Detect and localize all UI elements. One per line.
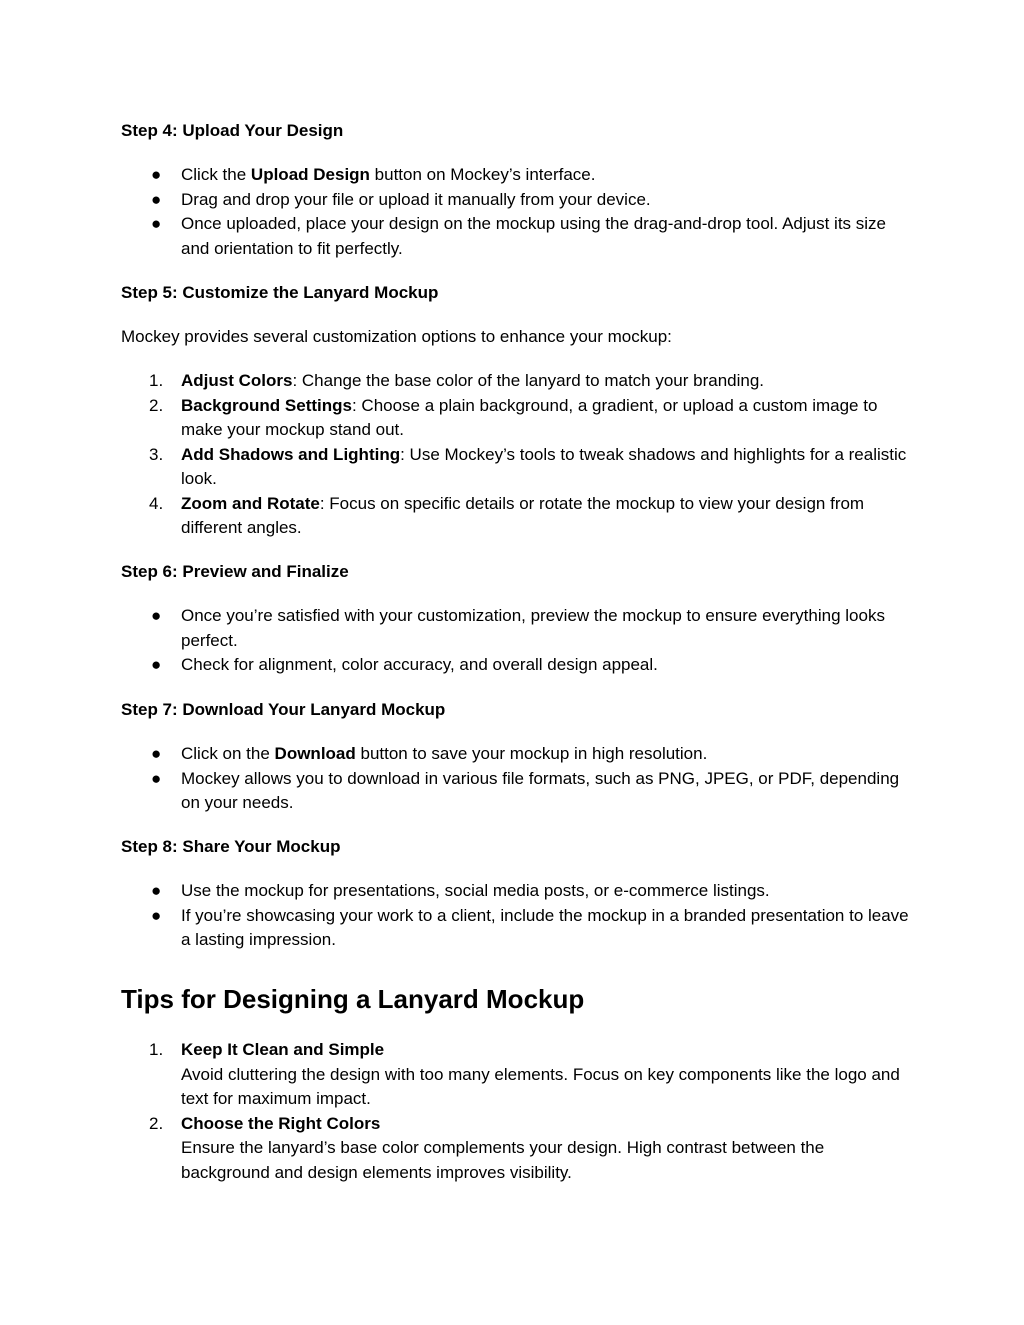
step7-section — [121, 698, 911, 722]
tips-list-wrap — [121, 1038, 911, 1185]
step6-bullet-list — [121, 604, 911, 678]
list-item: 1. Adjust Colors: Change the base color of the lanyard to match your branding. — [121, 369, 911, 394]
list-item — [121, 1038, 911, 1112]
bullet-marker: ● — [151, 189, 162, 209]
list-item: ● Once you’re satisfied with your customization, preview the mockup to ensure everything looks perfect. — [151, 606, 885, 650]
list-item: ● Click the Upload Design button on Mockey’s interface. — [121, 163, 911, 188]
step8-section — [121, 835, 911, 859]
step8-bullet-list — [121, 879, 911, 953]
step5-numbered-list — [121, 369, 911, 541]
step6-list-wrap — [121, 604, 911, 678]
bullet-marker: ● — [151, 165, 162, 184]
step7-bullet-list — [121, 742, 911, 816]
tips-numbered-list — [121, 1038, 911, 1185]
list-item — [121, 1112, 911, 1186]
list-number: 1. — [149, 371, 164, 390]
bullet-marker: ● — [151, 606, 162, 625]
list-item: ● Click on the Download button to save your mockup in high resolution. — [121, 742, 911, 767]
list-item: 2. Background Settings: Choose a plain background, a gradient, or upload a custom image to make your mockup stand out. — [149, 395, 878, 439]
bullet-marker: ● — [151, 881, 162, 900]
tip-title: Keep It Clean and Simple — [181, 1040, 385, 1059]
step4-bullet-list — [121, 163, 911, 261]
step4-section — [121, 119, 911, 143]
step8-list-wrap — [121, 879, 911, 953]
step5-heading: Step 5: Customize the Lanyard Mockup — [121, 283, 439, 302]
bullet-marker: ● — [151, 214, 162, 233]
list-item: ● If you’re showcasing your work to a client, include the mockup in a branded presentation to leave a lasting impression. — [151, 905, 909, 949]
list-item: ● Once uploaded, place your design on the mockup using the drag-and-drop tool. Adjust its size and orientation to fit perfectly. — [151, 214, 886, 258]
step5-intro-wrap — [121, 325, 911, 350]
tips-heading-wrap — [121, 983, 911, 1015]
list-number: 2. — [149, 395, 164, 415]
list-item: ● Mockey allows you to download in various file formats, such as PNG, JPEG, or PDF, depending on your needs. — [151, 768, 900, 812]
bullet-marker: ● — [151, 768, 162, 788]
step5-section — [121, 281, 911, 305]
list-item: ● Drag and drop your file or upload it manually from your device. — [121, 188, 911, 213]
list-item: ● Check for alignment, color accuracy, and overall design appeal. — [121, 653, 911, 678]
tips-heading: Tips for Designing a Lanyard Mockup — [121, 984, 585, 1014]
bullet-marker: ● — [151, 744, 162, 763]
step7-heading: Step 7: Download Your Lanyard Mockup — [121, 700, 446, 719]
list-item: 4. Zoom and Rotate: Focus on specific details or rotate the mockup to view your design from different angles. — [149, 493, 865, 537]
step6-section — [121, 560, 911, 584]
step8-heading: Step 8: Share Your Mockup — [121, 837, 341, 856]
list-item: ● Use the mockup for presentations, social media posts, or e-commerce listings. — [121, 879, 911, 904]
list-number: 2. — [149, 1113, 164, 1133]
step5-list-wrap — [121, 369, 911, 541]
list-number: 3. — [149, 444, 164, 464]
step6-heading: Step 6: Preview and Finalize — [121, 562, 349, 581]
list-number: 1. — [149, 1040, 164, 1059]
list-item: 3. Add Shadows and Lighting: Use Mockey’s tools to tweak shadows and highlights for a realistic look. — [149, 444, 907, 488]
tip-body: Avoid cluttering the design with too many elements. Focus on key components like the logo and text for maximum impact. — [181, 1064, 900, 1108]
tip-body: Ensure the lanyard’s base color complements your design. High contrast between the background and design elements improves visibility. — [181, 1138, 825, 1182]
list-number: 4. — [149, 493, 164, 513]
bullet-marker: ● — [151, 905, 162, 925]
step4-list-wrap — [121, 163, 911, 261]
step7-list-wrap — [121, 742, 911, 816]
bullet-marker: ● — [151, 655, 162, 674]
step5-intro: Mockey provides several customization options to enhance your mockup: — [121, 327, 672, 346]
tip-title: Choose the Right Colors — [181, 1113, 381, 1133]
step4-heading: Step 4: Upload Your Design — [121, 121, 344, 140]
